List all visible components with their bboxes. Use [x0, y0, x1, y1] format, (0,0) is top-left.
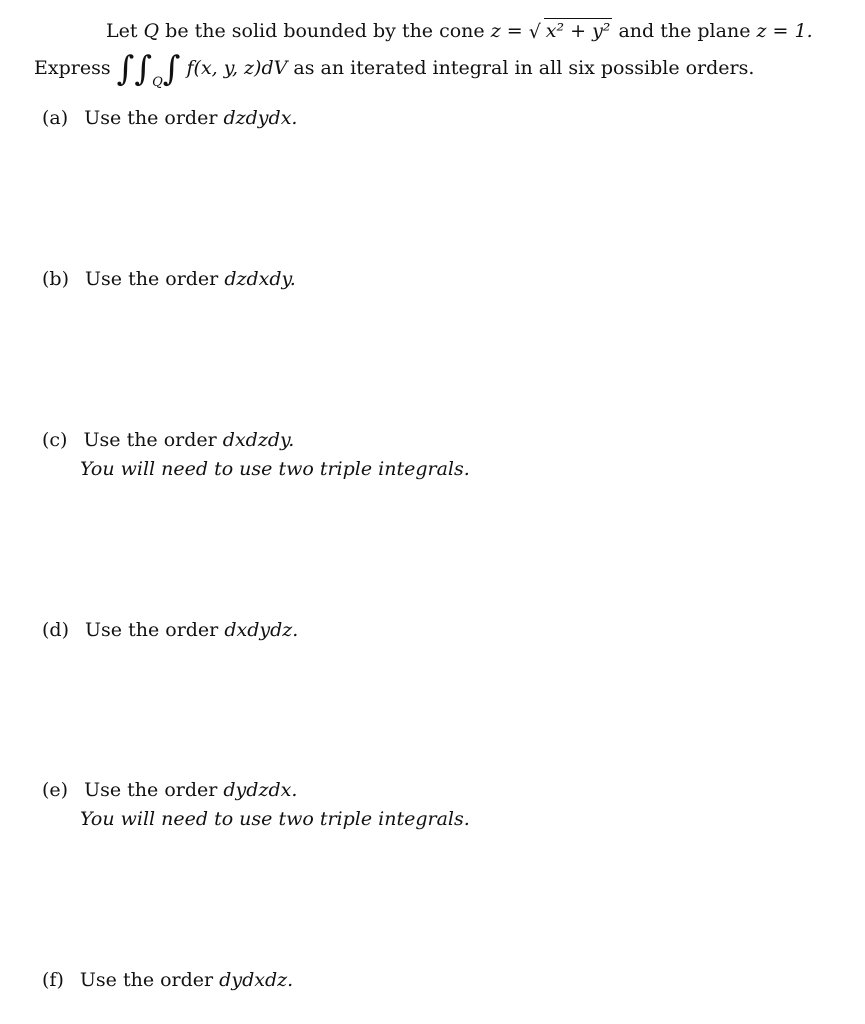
- intro-line-2: [34, 49, 755, 95]
- part-c-label: (c): [42, 429, 68, 451]
- part-f: [42, 968, 293, 992]
- part-b-label: (b): [42, 268, 69, 290]
- intro-lead: Let: [106, 20, 138, 42]
- part-a: [42, 106, 297, 130]
- part-d: [42, 618, 298, 642]
- express-word: Express: [34, 57, 111, 79]
- plane-equation: z = 1.: [756, 20, 813, 42]
- part-d-label: (d): [42, 619, 69, 641]
- part-e-note: You will need to use two triple integrals.: [80, 808, 470, 830]
- integral-sign-3: ∫: [162, 49, 181, 89]
- part-c-order: dxdzdy.: [222, 429, 295, 451]
- integrand: f(x, y, z)dV: [186, 57, 288, 79]
- part-b-text: Use the order: [85, 268, 219, 290]
- part-a-text: Use the order: [84, 107, 218, 129]
- integral-sign-1: ∫: [116, 49, 135, 89]
- part-c-note: You will need to use two triple integrals.: [80, 458, 470, 480]
- intro-line-1: [106, 18, 813, 43]
- solid-name: Q: [143, 20, 160, 42]
- part-e-label: (e): [42, 779, 69, 801]
- intro-line2-tail: as an iterated integral in all six possible orders.: [293, 57, 755, 79]
- cone-sqrt: [529, 18, 613, 43]
- intro-tail: and the plane: [618, 20, 751, 42]
- part-f-order: dydxdz.: [219, 969, 294, 991]
- cone-radicand: x² + y²: [545, 20, 611, 42]
- part-e-order: dydzdx.: [223, 779, 298, 801]
- radical-sign: √: [528, 21, 541, 43]
- integral-region: Q: [152, 75, 163, 90]
- cone-lhs: z =: [490, 20, 523, 42]
- part-a-order: dzdydx.: [223, 107, 298, 129]
- part-b-order: dzdxdy.: [224, 268, 296, 290]
- part-f-text: Use the order: [79, 969, 214, 991]
- part-d-order: dxdydz.: [224, 619, 299, 641]
- part-c-text: Use the order: [83, 429, 217, 451]
- part-c: [42, 428, 294, 452]
- part-a-label: (a): [42, 107, 69, 129]
- intro-mid: be the solid bounded by the cone: [165, 20, 485, 42]
- part-b: [42, 267, 296, 291]
- part-e-text: Use the order: [84, 779, 218, 801]
- integral-sign-2: ∫: [134, 49, 153, 89]
- part-e: [42, 778, 297, 802]
- part-f-label: (f): [42, 969, 64, 991]
- part-d-text: Use the order: [85, 619, 219, 641]
